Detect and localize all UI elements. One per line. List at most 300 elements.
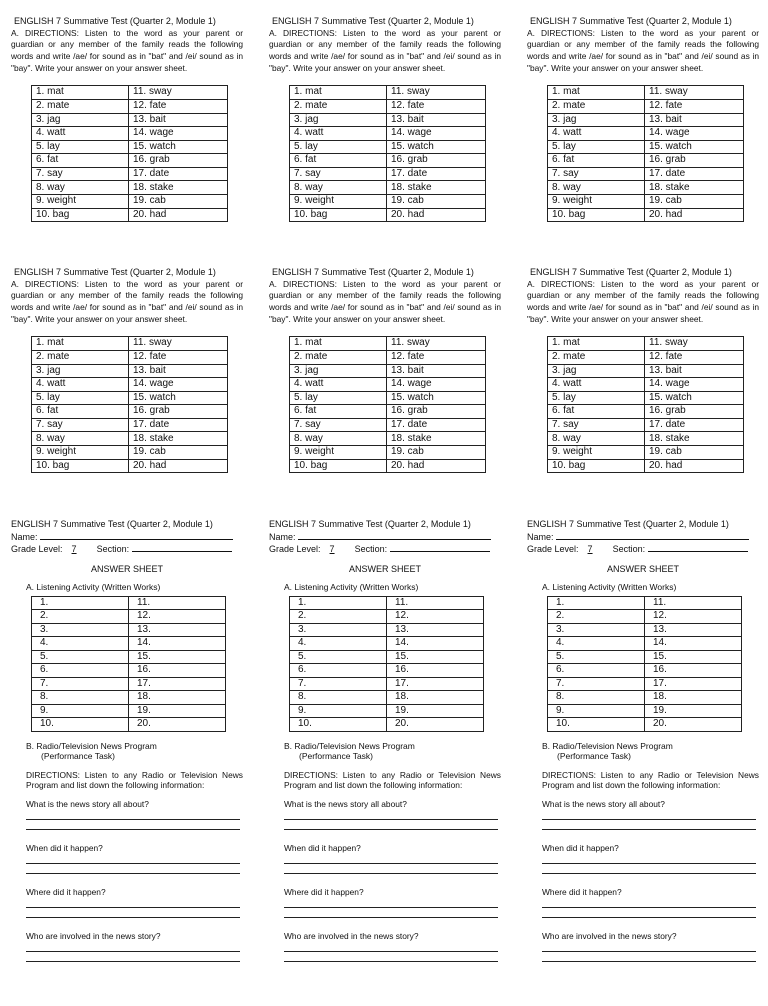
table-row	[548, 127, 744, 141]
table-cell: 5. lay	[32, 140, 129, 154]
table-cell[interactable]: 4.	[290, 637, 387, 651]
table-cell[interactable]: 18.	[129, 691, 226, 705]
table-cell[interactable]: 1.	[32, 596, 129, 610]
table-row	[32, 140, 228, 154]
table-cell: 17. date	[129, 167, 228, 181]
question: Where did it happen?	[542, 887, 622, 898]
test-directions: A. DIRECTIONS: Listen to the word as your parent or guardian or any member of the family reads the following words and write /ae/ for sound as in "bat" and /ei/ sound as in "bay". Write your answer on your answer sheet.	[527, 278, 759, 324]
table-row	[548, 664, 742, 678]
table-cell[interactable]: 16.	[129, 664, 226, 678]
table-row	[32, 391, 228, 405]
answer-table	[289, 596, 484, 732]
test-directions: A. DIRECTIONS: Listen to the word as your parent or guardian or any member of the family reads the following words and write /ae/ for sound as in "bat" and /ei/ sound as in "bay". Write your answer on your answer sheet.	[527, 27, 759, 73]
table-row	[290, 650, 484, 664]
table-cell: 12. fate	[129, 99, 228, 113]
name-blank[interactable]	[40, 531, 233, 540]
table-cell: 8. way	[290, 432, 387, 446]
table-cell: 10. bag	[32, 208, 129, 222]
answer-sheet	[527, 519, 759, 962]
table-cell[interactable]: 10.	[290, 718, 387, 732]
answer-sheet	[269, 519, 501, 962]
table-cell: 12. fate	[645, 350, 744, 364]
table-cell[interactable]: 16.	[645, 664, 742, 678]
table-cell: 16. grab	[129, 405, 228, 419]
table-row	[548, 691, 742, 705]
table-cell: 20. had	[645, 208, 744, 222]
table-cell: 17. date	[387, 167, 486, 181]
table-row	[548, 154, 744, 168]
table-row	[32, 432, 228, 446]
table-cell: 20. had	[645, 459, 744, 473]
table-cell: 1. mat	[548, 86, 645, 100]
part-b-subtitle: (Performance Task)	[557, 751, 632, 762]
table-row	[32, 208, 228, 222]
table-cell[interactable]: 4.	[32, 637, 129, 651]
table-cell[interactable]: 7.	[290, 677, 387, 691]
table-cell[interactable]: 6.	[548, 664, 645, 678]
table-cell[interactable]: 5.	[32, 650, 129, 664]
answer-line[interactable]	[542, 854, 756, 864]
table-cell[interactable]: 11.	[645, 596, 742, 610]
table-cell: 7. say	[32, 418, 129, 432]
table-row	[290, 637, 484, 651]
table-row	[32, 364, 228, 378]
table-cell: 16. grab	[645, 154, 744, 168]
table-cell: 7. say	[548, 167, 645, 181]
answer-line[interactable]	[26, 908, 240, 918]
table-row	[32, 181, 228, 195]
table-cell[interactable]: 3.	[290, 623, 387, 637]
name-field	[11, 531, 243, 544]
table-row	[32, 718, 226, 732]
table-cell[interactable]: 14.	[129, 637, 226, 651]
table-cell: 8. way	[32, 181, 129, 195]
grade-value: 7	[71, 544, 77, 554]
table-cell[interactable]: 2.	[32, 610, 129, 624]
table-row	[290, 350, 486, 364]
table-cell: 19. cab	[129, 195, 228, 209]
table-cell[interactable]: 8.	[32, 691, 129, 705]
answer-line[interactable]	[26, 820, 240, 830]
table-cell: 6. fat	[290, 154, 387, 168]
table-cell[interactable]: 14.	[387, 637, 484, 651]
section-label: Section:	[354, 544, 388, 554]
table-cell: 4. watt	[32, 127, 129, 141]
answer-line[interactable]	[284, 854, 498, 864]
table-cell: 15. watch	[387, 391, 486, 405]
answer-sheet-heading: ANSWER SHEET	[90, 563, 163, 574]
answer-line[interactable]	[284, 864, 498, 874]
answer-line[interactable]	[26, 942, 240, 952]
test-title: ENGLISH 7 Summative Test (Quarter 2, Module 1)	[530, 267, 732, 277]
table-cell[interactable]: 10.	[32, 718, 129, 732]
grade-label: Grade Level:	[11, 544, 63, 554]
part-b-title: B. Radio/Television News Program	[542, 740, 673, 751]
table-cell: 11. sway	[129, 86, 228, 100]
table-cell: 15. watch	[387, 140, 486, 154]
answer-line[interactable]	[26, 952, 240, 962]
question: Who are involved in the news story?	[26, 931, 161, 942]
table-cell: 9. weight	[32, 195, 129, 209]
table-cell: 7. say	[548, 418, 645, 432]
answer-table	[547, 596, 742, 732]
part-b-subtitle: (Performance Task)	[41, 751, 116, 762]
table-row	[290, 113, 486, 127]
table-cell: 3. jag	[32, 364, 129, 378]
table-cell[interactable]: 16.	[387, 664, 484, 678]
table-cell[interactable]: 14.	[645, 637, 742, 651]
table-cell: 11. sway	[387, 86, 486, 100]
question: When did it happen?	[284, 843, 361, 854]
table-cell: 20. had	[129, 459, 228, 473]
table-cell: 14. wage	[387, 127, 486, 141]
answer-line[interactable]	[284, 952, 498, 962]
table-row	[548, 610, 742, 624]
table-cell: 6. fat	[32, 154, 129, 168]
table-cell[interactable]: 17.	[645, 677, 742, 691]
table-cell[interactable]: 18.	[645, 691, 742, 705]
table-row	[548, 432, 744, 446]
answer-line[interactable]	[284, 820, 498, 830]
table-cell[interactable]: 6.	[32, 664, 129, 678]
test-title: ENGLISH 7 Summative Test (Quarter 2, Module 1)	[11, 519, 213, 529]
table-cell[interactable]: 12.	[129, 610, 226, 624]
table-row	[32, 154, 228, 168]
answer-line[interactable]	[542, 820, 756, 830]
table-row	[32, 418, 228, 432]
table-row	[548, 418, 744, 432]
table-row	[290, 337, 486, 351]
table-cell[interactable]: 9.	[548, 704, 645, 718]
test-directions: A. DIRECTIONS: Listen to the word as your parent or guardian or any member of the family reads the following words and write /ae/ for sound as in "bat" and /ei/ sound as in "bay". Write your answer on your answer sheet.	[269, 27, 501, 73]
table-row	[548, 364, 744, 378]
table-cell: 1. mat	[32, 86, 129, 100]
table-row	[290, 691, 484, 705]
table-cell: 1. mat	[548, 337, 645, 351]
table-cell[interactable]: 13.	[645, 623, 742, 637]
part-b-title: B. Radio/Television News Program	[284, 740, 415, 751]
table-row	[290, 418, 486, 432]
table-cell[interactable]: 12.	[645, 610, 742, 624]
table-cell: 16. grab	[387, 154, 486, 168]
table-cell[interactable]: 13.	[129, 623, 226, 637]
table-cell[interactable]: 20.	[387, 718, 484, 732]
table-cell: 3. jag	[548, 364, 645, 378]
test-title: ENGLISH 7 Summative Test (Quarter 2, Module 1)	[527, 519, 729, 529]
answer-sheet-heading: ANSWER SHEET	[606, 563, 679, 574]
table-row	[32, 704, 226, 718]
table-cell[interactable]: 15.	[387, 650, 484, 664]
table-cell[interactable]: 3.	[548, 623, 645, 637]
table-cell[interactable]: 15.	[129, 650, 226, 664]
table-cell: 17. date	[387, 418, 486, 432]
answer-line[interactable]	[284, 810, 498, 820]
table-cell: 5. lay	[548, 391, 645, 405]
table-cell[interactable]: 10.	[548, 718, 645, 732]
test-directions: A. DIRECTIONS: Listen to the word as your parent or guardian or any member of the family reads the following words and write /ae/ for sound as in "bat" and /ei/ sound as in "bay". Write your answer on your answer sheet.	[11, 278, 243, 324]
section-blank[interactable]	[132, 543, 232, 552]
table-cell: 7. say	[290, 167, 387, 181]
test-block	[11, 267, 243, 473]
table-cell: 20. had	[387, 208, 486, 222]
answer-line[interactable]	[542, 908, 756, 918]
test-title: ENGLISH 7 Summative Test (Quarter 2, Module 1)	[530, 16, 732, 26]
table-cell[interactable]: 19.	[387, 704, 484, 718]
table-cell[interactable]: 11.	[387, 596, 484, 610]
table-row	[548, 195, 744, 209]
table-cell: 3. jag	[290, 364, 387, 378]
table-cell: 8. way	[548, 432, 645, 446]
table-cell: 20. had	[387, 459, 486, 473]
table-cell: 18. stake	[645, 181, 744, 195]
table-row	[32, 337, 228, 351]
table-cell: 4. watt	[548, 127, 645, 141]
table-cell: 3. jag	[32, 113, 129, 127]
table-cell: 15. watch	[129, 391, 228, 405]
table-cell: 2. mate	[548, 99, 645, 113]
table-cell: 17. date	[645, 167, 744, 181]
table-cell: 19. cab	[645, 446, 744, 460]
table-cell[interactable]: 11.	[129, 596, 226, 610]
table-cell: 14. wage	[129, 378, 228, 392]
table-cell: 7. say	[290, 418, 387, 432]
table-row	[548, 391, 744, 405]
name-label: Name:	[527, 531, 554, 542]
table-cell: 14. wage	[387, 378, 486, 392]
test-directions: A. DIRECTIONS: Listen to the word as your parent or guardian or any member of the family reads the following words and write /ae/ for sound as in "bat" and /ei/ sound as in "bay". Write your answer on your answer sheet.	[269, 278, 501, 324]
table-cell[interactable]: 19.	[129, 704, 226, 718]
table-row	[290, 140, 486, 154]
table-row	[32, 378, 228, 392]
table-cell: 12. fate	[387, 99, 486, 113]
table-cell: 6. fat	[32, 405, 129, 419]
table-cell[interactable]: 17.	[387, 677, 484, 691]
table-row	[548, 99, 744, 113]
table-row	[32, 195, 228, 209]
table-cell: 19. cab	[129, 446, 228, 460]
word-table	[547, 336, 744, 473]
table-cell: 10. bag	[32, 459, 129, 473]
table-cell: 4. watt	[290, 378, 387, 392]
table-cell: 1. mat	[32, 337, 129, 351]
table-cell: 17. date	[129, 418, 228, 432]
name-blank[interactable]	[556, 531, 749, 540]
word-table	[547, 85, 744, 222]
test-block	[11, 16, 243, 222]
answer-line[interactable]	[542, 810, 756, 820]
table-cell[interactable]: 4.	[548, 637, 645, 651]
table-cell[interactable]: 2.	[548, 610, 645, 624]
answer-line[interactable]	[542, 898, 756, 908]
question: When did it happen?	[26, 843, 103, 854]
table-cell[interactable]: 6.	[290, 664, 387, 678]
word-table	[31, 85, 228, 222]
answer-line[interactable]	[26, 864, 240, 874]
part-b-directions: DIRECTIONS: Listen to any Radio or Television News Program and list down the following information:	[542, 769, 759, 791]
table-row	[290, 364, 486, 378]
part-b-directions: DIRECTIONS: Listen to any Radio or Television News Program and list down the following information:	[26, 769, 243, 791]
table-cell: 2. mate	[548, 350, 645, 364]
table-cell[interactable]: 20.	[129, 718, 226, 732]
table-row	[548, 350, 744, 364]
table-cell: 3. jag	[290, 113, 387, 127]
test-title: ENGLISH 7 Summative Test (Quarter 2, Module 1)	[272, 16, 474, 26]
test-title: ENGLISH 7 Summative Test (Quarter 2, Module 1)	[14, 16, 216, 26]
table-cell: 2. mate	[32, 350, 129, 364]
table-cell: 9. weight	[548, 446, 645, 460]
table-cell: 3. jag	[548, 113, 645, 127]
table-cell[interactable]: 7.	[32, 677, 129, 691]
table-row	[32, 623, 226, 637]
table-cell[interactable]: 8.	[548, 691, 645, 705]
word-table	[31, 336, 228, 473]
section-blank[interactable]	[390, 543, 490, 552]
question: Where did it happen?	[284, 887, 364, 898]
table-cell[interactable]: 19.	[645, 704, 742, 718]
table-row	[290, 127, 486, 141]
part-b-title: B. Radio/Television News Program	[26, 740, 157, 751]
part-a-title: A. Listening Activity (Written Works)	[26, 581, 161, 592]
part-a-title: A. Listening Activity (Written Works)	[284, 581, 419, 592]
part-a-title: A. Listening Activity (Written Works)	[542, 581, 677, 592]
table-cell: 19. cab	[387, 195, 486, 209]
table-cell: 11. sway	[129, 337, 228, 351]
table-cell: 16. grab	[387, 405, 486, 419]
answer-line[interactable]	[542, 864, 756, 874]
table-row	[548, 446, 744, 460]
answer-line[interactable]	[26, 898, 240, 908]
table-row	[290, 704, 484, 718]
question: Who are involved in the news story?	[284, 931, 419, 942]
table-cell[interactable]: 3.	[32, 623, 129, 637]
table-row	[548, 459, 744, 473]
table-row	[548, 337, 744, 351]
table-cell[interactable]: 15.	[645, 650, 742, 664]
answer-line[interactable]	[542, 942, 756, 952]
test-title: ENGLISH 7 Summative Test (Quarter 2, Module 1)	[14, 267, 216, 277]
answer-line[interactable]	[542, 952, 756, 962]
grade-value: 7	[329, 544, 335, 554]
table-row	[32, 446, 228, 460]
table-cell[interactable]: 5.	[290, 650, 387, 664]
test-directions: A. DIRECTIONS: Listen to the word as your parent or guardian or any member of the family reads the following words and write /ae/ for sound as in "bat" and /ei/ sound as in "bay". Write your answer on your answer sheet.	[11, 27, 243, 73]
table-row	[548, 140, 744, 154]
grade-section-field	[527, 543, 759, 556]
table-cell: 5. lay	[548, 140, 645, 154]
table-cell: 10. bag	[290, 459, 387, 473]
table-row	[32, 596, 226, 610]
table-cell[interactable]: 8.	[290, 691, 387, 705]
table-row	[290, 99, 486, 113]
answer-sheet	[11, 519, 243, 962]
table-row	[548, 405, 744, 419]
table-cell[interactable]: 12.	[387, 610, 484, 624]
name-label: Name:	[11, 531, 38, 542]
table-row	[548, 623, 742, 637]
table-cell: 11. sway	[387, 337, 486, 351]
table-row	[32, 610, 226, 624]
grade-section-field	[11, 543, 243, 556]
table-cell: 8. way	[548, 181, 645, 195]
table-cell: 15. watch	[645, 391, 744, 405]
table-cell: 1. mat	[290, 86, 387, 100]
table-row	[290, 459, 486, 473]
table-row	[548, 596, 742, 610]
part-b-subtitle: (Performance Task)	[299, 751, 374, 762]
question: Where did it happen?	[26, 887, 106, 898]
table-cell[interactable]: 1.	[548, 596, 645, 610]
table-cell: 5. lay	[32, 391, 129, 405]
question: What is the news story all about?	[26, 799, 149, 810]
table-cell[interactable]: 9.	[32, 704, 129, 718]
test-title: ENGLISH 7 Summative Test (Quarter 2, Module 1)	[269, 519, 471, 529]
answer-line[interactable]	[284, 908, 498, 918]
name-blank[interactable]	[298, 531, 491, 540]
table-cell: 18. stake	[387, 432, 486, 446]
table-cell[interactable]: 9.	[290, 704, 387, 718]
grade-label: Grade Level:	[527, 544, 579, 554]
table-cell: 13. bait	[645, 113, 744, 127]
table-cell[interactable]: 7.	[548, 677, 645, 691]
table-cell[interactable]: 1.	[290, 596, 387, 610]
table-row	[290, 446, 486, 460]
table-row	[32, 113, 228, 127]
table-row	[548, 650, 742, 664]
table-cell[interactable]: 2.	[290, 610, 387, 624]
table-row	[548, 704, 742, 718]
part-b-directions: DIRECTIONS: Listen to any Radio or Television News Program and list down the following information:	[284, 769, 501, 791]
table-row	[290, 718, 484, 732]
table-cell[interactable]: 5.	[548, 650, 645, 664]
answer-sheet-heading: ANSWER SHEET	[348, 563, 421, 574]
table-row	[290, 167, 486, 181]
answer-table	[31, 596, 226, 732]
name-field	[269, 531, 501, 544]
table-cell: 18. stake	[387, 181, 486, 195]
table-row	[290, 596, 484, 610]
answer-line[interactable]	[284, 942, 498, 952]
table-cell: 9. weight	[290, 446, 387, 460]
table-cell: 10. bag	[290, 208, 387, 222]
table-cell[interactable]: 13.	[387, 623, 484, 637]
table-row	[290, 677, 484, 691]
table-row	[290, 208, 486, 222]
answer-line[interactable]	[26, 854, 240, 864]
table-row	[548, 113, 744, 127]
table-cell[interactable]: 17.	[129, 677, 226, 691]
answer-line[interactable]	[26, 810, 240, 820]
table-row	[32, 664, 226, 678]
table-cell[interactable]: 20.	[645, 718, 742, 732]
table-cell: 19. cab	[645, 195, 744, 209]
table-cell: 18. stake	[129, 432, 228, 446]
section-label: Section:	[612, 544, 646, 554]
section-blank[interactable]	[648, 543, 748, 552]
table-cell: 2. mate	[32, 99, 129, 113]
test-block	[527, 16, 759, 222]
answer-line[interactable]	[284, 898, 498, 908]
question: When did it happen?	[542, 843, 619, 854]
table-cell: 16. grab	[129, 154, 228, 168]
table-cell: 12. fate	[129, 350, 228, 364]
table-cell: 20. had	[129, 208, 228, 222]
table-cell: 13. bait	[645, 364, 744, 378]
table-cell: 12. fate	[645, 99, 744, 113]
test-block	[269, 267, 501, 473]
table-cell: 13. bait	[129, 364, 228, 378]
table-cell[interactable]: 18.	[387, 691, 484, 705]
table-row	[548, 167, 744, 181]
